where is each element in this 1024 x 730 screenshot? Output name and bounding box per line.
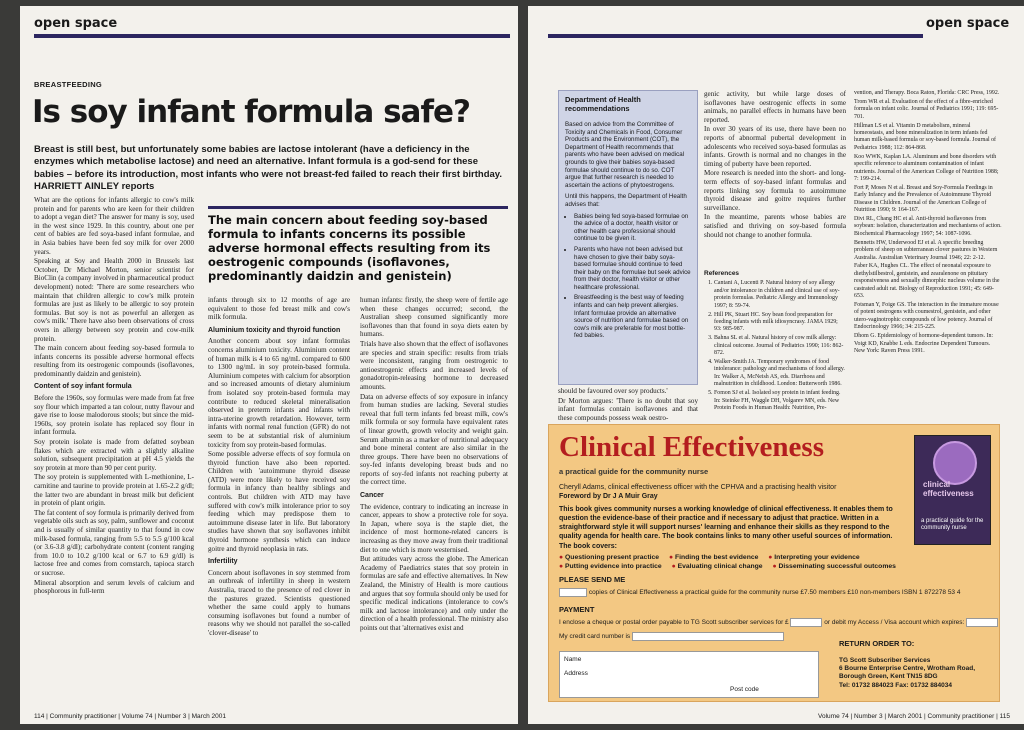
card-line (559, 632, 784, 641)
paragraph: Speaking at Soy and Health 2000 in Brussels last October, Dr Michael Morton, senior scientist for BioClin (a company involved in pharmaceutical product development) noted: 'There are some researchers who maintain that children allergic to cow's milk protein formulas are just as likely to be allergic to soy protein formulas. But soy is not as powerful an allergen as cow's milk.' There have also been observations of cross overs in allergy between soy protein and cow-milk protein. (34, 257, 194, 343)
pull-quote (208, 206, 508, 283)
book-advert (548, 424, 1000, 702)
reference-item: Hillman LS et al. Vitamin D metabolism, mineral homeostasis, and bone mineralization in term infants fed human milk-based formula or soy-based formula. Journal of Pediatrics 1988; 112: 864-868. (854, 122, 996, 151)
references-list (854, 90, 1002, 355)
paragraph: Before the 1960s, soy formulas were made from fat free soy flour which imparted a tan colour, nutty flavour and gave rise to loose malodorous stools; but since the mid-1960s, soy protein isolate has replaced soy flour in infant formula. (34, 394, 194, 437)
covers-item: ● Interpreting your evidence (768, 554, 859, 561)
column-mid (704, 90, 846, 240)
paragraph: Dr Morton argues: 'There is no doubt that soy infant formulas contain isoflavones and that these compounds possess weak oestro- (558, 396, 698, 422)
reference-item: Fotsman Y, Foige GS. The interaction in the immature mouse of potent oestrogens with coumestrol, genistein, and other utero-vaginotrophic compounds of low potency. Journal of Endocrinology 1966; 34: 215-225. (854, 301, 999, 331)
article-title: Is soy infant formula safe? (32, 94, 470, 130)
book-cover-image (914, 435, 991, 545)
reference-item: Faber KA, Hughes CL. The effect of neonatal exposure to diethylstilbestrol, genistein, and zearalenone on pituitary responsiveness and sexually dimorphic nucleus volume in the castrated adult rat. Biology of Reproduction 1991; 45: 649-653. (854, 263, 1000, 300)
subheading: Cancer (360, 492, 384, 500)
payment-label: PAYMENT (559, 605, 595, 614)
list-item: • Babies being fed soya-based formulae on the advice of a doctor, health visitor or other health care professional should continue to be given it. (574, 213, 691, 243)
column-3 (360, 296, 508, 634)
return-address (839, 657, 975, 690)
paragraph: The fat content of soy formula is primarily derived from vegetable oils such as soy, palm, sunflower and coconut and is usually of similar quantity to that found in cow milk-based formula, ranging from 5.5 to 5.5 g/100 kcal (or 3.6-3.8 g/dl); carbohydrate content (content ranging from 10.0 to 10.2 g/100 kcal or 6.7 to 6.9 g/dl) is lactose free and comes from cornstarch, tapioca starch or sucrose. (34, 508, 194, 577)
address-line: Borough Green, Kent TN15 8DG (839, 673, 938, 681)
reference-item: Koo WWK, Kaplan LA. Aluminum and bone disorders with specific reference to aluminum contamination of infant nutrients. Journal of the American College of Nutrition 1988; 7: 199-214. (854, 153, 999, 182)
send-label: PLEASE SEND ME (559, 575, 626, 584)
references-list (704, 280, 846, 412)
paragraph: genic activity, but while large doses of isoflavones have oestrogenic effects in some animals, no parallel effects in humans have been reported. (704, 90, 846, 124)
paragraph: What are the options for infants allergic to cow's milk protein and for parents who are keen for their children to adopt a vegan diet? The answer for many is soy, used in the west since 1929. In this country, about one per cent of babies are fed soya-based infant formulae, and in Asia babies have been fed soy milk for over 2000 years. (34, 196, 194, 256)
paragraph: The evidence, contrary to indicating an increase in cancer, appears to show a protective role for soya. In Japan, where soya is the staple diet, the incidence of most hormone-related cancers is increasing as they move away from their traditional diet to one which is more westernised. (360, 502, 508, 554)
copies-text: copies of Clinical Effectiveness a practical guide for the community nurse £7.50 members £10 non-members ISBN 1 872278 53 4 (588, 589, 961, 597)
covers-label: The book covers: (559, 543, 617, 550)
page-footer: 114 | Community practitioner | Volume 74 | Number 3 | March 2001 (34, 713, 226, 720)
box-paragraph: Until this happens, the Department of Health advises that: (565, 193, 687, 208)
reference-item: 4. Walker-Smith JA. Temporary syndromes of food intolerance: pathology and mechanisms of food allergy. In: Walker A, McNeish AS, eds. Diarrhoea and malnutrition in childhood. London: Butterworth 1986. (714, 359, 846, 389)
reference-item: 1. Cantani A, Lucenti P. Natural history of soy allergy and/or intolerance in children and clinical use of soy-protein formulas. Pediatric Allergy and Immunology 1997; 8: 59-74. (714, 280, 846, 310)
paragraph: Data on adverse effects of soy exposure in infancy from human studies are lacking. Several studies reveal that full term infants fed breast milk, cow's milk formula or soy formula have equivalent rates of linear growth, growth velocity and weight gain. Serum albumin as a marker of nutritional adequacy and bone mineral content are also similar in the three groups. There have been no observations of soy-fed infants developing breast buds and no reports of soy-fed infants not reaching puberty at the correct time. (360, 392, 508, 487)
postcode-label: Post code (730, 686, 759, 693)
address-line: TG Scott Subscriber Services (839, 657, 931, 664)
references-title: References (704, 270, 740, 277)
address-line: 6 Bourne Enterprise Centre, Wrotham Road, (839, 665, 976, 673)
advert-body: This book gives community nurses a working knowledge of clinical effectiveness. It enables them to question the evidence-base of their practice and if necessary to adjust that practice. Written in a straightforward style it will support nurses' learning and enhance their skills as they respond to the quality agenda for health care. The book contains links to many other useful sources of information. (559, 506, 893, 540)
pull-quote-rule (208, 206, 508, 209)
card-text: My credit card number is (559, 633, 631, 641)
cover-graphic (933, 441, 977, 485)
reference-item: Dhom G. Epidemiology of hormone-dependent tumors. In: Voigt KD, Knabbe L eds. Endocrine Dependent Tumours. New York: Raven Press 1991. (854, 333, 994, 354)
expiry-input[interactable] (966, 618, 998, 627)
right-page (528, 6, 1024, 724)
left-page (20, 6, 518, 724)
foreword-line: Foreword by Dr J A Muir Gray (559, 493, 658, 500)
continuation-text (558, 387, 698, 423)
pull-quote-text: The main concern about feeding soy-based formula to infants concerns its possible adverse hormonal effects resulting from its oestrogenic compounds (isoflavones, predominantly daidzin and genistein) (208, 213, 491, 283)
reference-item: Trom WR et al. Evaluation of the effect of a fibre-enriched formula on infant colic. Journal of Pediatrics 1991; 119: 695-701. (854, 98, 999, 120)
cheque-line (559, 618, 998, 627)
amount-input[interactable] (790, 618, 822, 627)
address-line: Tel: 01732 884023 Fax: 01732 884034 (839, 681, 952, 689)
paragraph: In the meantime, parents whose babies are satisfied and thriving on soy-based formula should not change to another formula. (704, 213, 846, 239)
reference-item: Divi RL, Chang HC et al. Anti-thyroid isoflavones from soybean: isolation, characterization and mechanisms of action. Biochemical Pharmacology 1997; 54: 1087-1096. (854, 216, 1002, 237)
paragraph: More research is needed into the short- and long-term effects of soy-based infant formulas and reports linking soy formula to autoimmune thyroid disease and goitre requires further surveillance. (704, 169, 846, 212)
kicker: BREASTFEEDING (34, 80, 103, 89)
list-item: • Breastfeeding is the best way of feeding infants and can help prevent allergies. Infant formulae provide an alternative source of nutrition and formulae based on cow's milk are preferable for most bottle-fed babies. (574, 294, 691, 340)
paragraph: should be favoured over soy products.' (558, 387, 668, 395)
advert-title: Clinical Effectiveness (559, 431, 824, 463)
list-item: • Parents who have not been advised but have chosen to give their baby soya-based formulae should continue to feed their baby on the formulae but seek advice from their doctor, health visitor or other healthcare professional. (574, 246, 691, 292)
reference-item: 3. Bahna SL et al. Natural history of cow milk allergy: clinical outcome. Journal of Pediatrics 1990; 116: 862-872. (714, 335, 846, 357)
reference-item: Bennetts HW, Underwood EJ et al. A specific breeding problem of sheep on subterranean clover pastures in Western Australia. Australian Veterinary Journal 1946; 22: 2-12. (854, 239, 998, 261)
covers-list (559, 553, 999, 571)
subheading: Content of soy infant formula (34, 383, 132, 391)
paragraph: The soy protein is supplemented with L-methionine, L-carnitine and taurine to provide protein at 1.65-2.2 g/dl; the latter two are abundant in breast milk but deficient in protein of plant origin. (34, 473, 194, 508)
covers-item: ● Finding the best evidence (669, 554, 758, 561)
section-label: open space (926, 16, 1010, 31)
paragraph: infants through six to 12 months of age are equivalent to those fed breast milk and cow's milk formula. (208, 296, 350, 322)
paragraph: In over 30 years of its use, there have been no reports of abnormal pubertal development in adolescents who received soya-based formulas as infants. Growth is normal and no changes in the timing of puberty have been reported. (704, 125, 846, 168)
references-right (854, 90, 1002, 357)
paragraph: Concern about isoflavones in soy stemmed from an outbreak of infertility in sheep in western Australia, traced to the presence of red clover in the pastures grazed. Scientists questioned whether the same could apply to humans consuming isoflavones but found a number of reasons why we should not parallel the so-called 'clover-disease' to (208, 568, 350, 637)
cover-subtitle: a practical guide for the community nurse (921, 518, 984, 531)
column-1 (34, 196, 194, 597)
column-2 (208, 296, 350, 639)
paragraph: human infants: firstly, the sheep were of fertile age when these changes occurred; second, the Australian sheep consumed significantly more isoflavones than that found in soya diets eaten by humans. (360, 296, 508, 339)
author-line: Cheryll Adams, clinical effectiveness officer with the CPHVA and a practising health visitor (559, 484, 837, 491)
page-footer: Volume 74 | Number 3 | March 2001 | Community practitioner | 115 (818, 713, 1010, 720)
references-mid (704, 270, 846, 414)
reference-item: 2. Hill PK, Stuart HC. Soy bean food preparation for feeding infants with milk idiosyncrasy. JAMA 1929; 93: 985-987. (714, 312, 846, 334)
reference-item: vention, and Therapy. Boca Raton, Florida: CRC Press, 1992. (854, 90, 1000, 96)
advert-authors (559, 483, 836, 501)
reference-item: Fort P, Moses N et al. Breast and Soy-Formula Feedings in Early Infancy and the Prevalence of Autoimmune Thyroid Disease in Children. Journal of the American College of Nutrition 1990; 9: 164-167. (854, 184, 993, 214)
paragraph: But attitudes vary across the globe. The American Academy of Paediatrics states that soy protein in formulas are safe and effective alternatives. In New Zealand, the Ministry of Health is more cautious and argues that soy formula should only be used for specific medical indications (intolerance to cow's milk and lactose intolerance) and only under the direction of a health professional. The ministry also points out that 'alternatives exist and (360, 555, 508, 632)
doh-recommendations-box (558, 90, 698, 385)
card-number-input[interactable] (632, 632, 784, 641)
name-label: Name (564, 656, 582, 663)
paragraph: Trials have also shown that the effect of isoflavones are species and strain specific: results from trials were inconsistent, ranging from oestrogenic to antioestrogenic effects and increased levels of gonadotropin-releasing hormone to decreased amounts. (360, 339, 508, 391)
paragraph: The main concern about feeding soy-based formula to infants concerns its possible adverse hormonal effects resulting from its oestrogenic compounds (isoflavones, predominantly daidzin and genistein). (34, 344, 194, 378)
reference-item: 5. Fomon SJ et al. Isolated soy protein in infant feeding. In: Steinke FH, Waggle DH, Volgarev MN, eds. New Protein Foods in Human Health: Nutrition, Pre- (714, 390, 846, 412)
box-paragraph: Based on advice from the Committee of Toxicity and Chemicals in Food, Consumer Products and the Environment (COT), the Department of Health recommends that parents who have been advised on medical grounds to give their babies soya-based formulae should continue to do so. COT argue that further research is needed to ascertain the actions of phytoestrogens. (565, 121, 685, 189)
advert-subtitle: a practical guide for the community nurse (559, 467, 709, 476)
paragraph: Mineral absorption and serum levels of calcium and phosphorous in full-term (34, 578, 194, 596)
standfirst: Breast is still best, but unfortunately some babies are lactose intolerant (have a deficiency in the enzymes which metabolise lactose) and need an alternative. Infant formula is a god-send for these babies – before its introduction, most infants who were not breast-fed failed to reach their first birthday. HARRIETT AINLEY reports (34, 144, 503, 193)
paragraph: Some possible adverse effects of soy formula on thyroid function have also been reported. Children with 'autoimmune thyroid disease (ATD) were more likely to have received soy formula in infancy than healthy siblings and controls. But children with ATD may have suffered with cow's milk intolerance prior to soy feeding which may predispose them to autoimmune disease later in life. But laboratory studies have shown that soy isoflavones inhibit thyroid hormone synthesis which can induce goitre and thyroid neoplasia in rats. (208, 450, 350, 553)
paragraph: Another concern about soy infant formulas concerns aluminium toxicity. Aluminium content of human milk is 4 to 65 ng/mL compared to 600 to 1300 ng/mL in soy protein-based formula. Aluminium competes with calcium for absorption and so increased amounts of dietary aluminium from isolated soy protein-based formula may contribute to reduced skeletal mineralisation observed in preterm infants and infants with intra-uterine growth retardation. However, term infants with normal renal function (GFR) do not seem to be at substantial risk of aluminium toxicity from soy protein-based formulas. (208, 337, 350, 449)
section-label: open space (34, 16, 118, 31)
copies-input[interactable] (559, 588, 587, 597)
paragraph: Soy protein isolate is made from defatted soybean flakes which are extracted with a slightly alkaline solution, subsequent precipitation at pH 4.5 yields the soy protein at more than 90 per cent purity. (34, 438, 194, 472)
covers-item: ● Disseminating successful outcomes (772, 563, 895, 570)
covers-item: ● Putting evidence into practice (559, 563, 662, 570)
header-rule (548, 34, 923, 38)
box-list (565, 213, 691, 341)
cover-title: clinical effectiveness (923, 480, 974, 498)
covers-item: ● Questioning present practice (559, 554, 659, 561)
box-title: Department of Health recommendations (565, 95, 641, 113)
header-rule (34, 34, 510, 38)
return-label: RETURN ORDER TO: (839, 639, 915, 648)
cheque-text: I enclose a cheque or postal order payable to TG Scott subscriber services for £ (559, 619, 789, 627)
subheading: Infertility (208, 558, 238, 566)
access-text: or debit my Access / Visa account which expires: (824, 619, 965, 627)
address-label: Address (564, 670, 588, 677)
subheading: Aluminium toxicity and thyroid function (208, 326, 341, 334)
address-form (559, 651, 819, 698)
copies-line (559, 588, 960, 597)
covers-item: ● Evaluating clinical change (672, 563, 763, 570)
